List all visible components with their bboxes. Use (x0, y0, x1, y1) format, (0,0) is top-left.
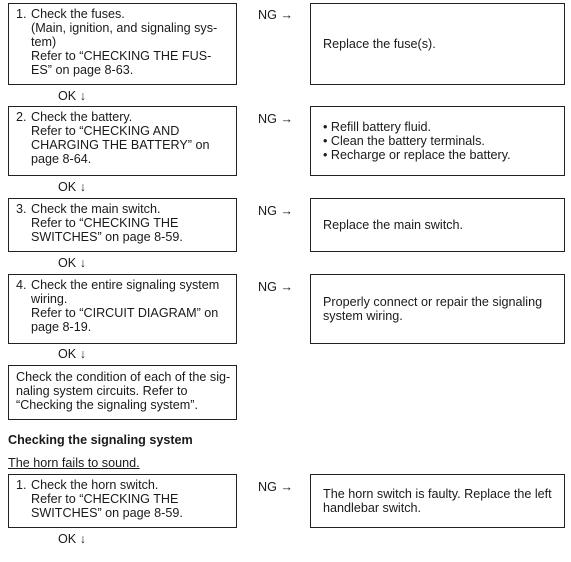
step-line: Check the entire signaling system (31, 278, 220, 292)
action-line: Replace the fuse(s). (323, 37, 436, 51)
action-box-3 (310, 198, 565, 252)
section-title: Checking the signaling system (8, 433, 193, 447)
action-line: The horn switch is faulty. Replace the left (323, 487, 552, 501)
action-box-4 (310, 274, 565, 344)
step-line: ES” on page 8-63. (31, 63, 134, 77)
horn-action-box-1 (310, 474, 565, 528)
ng-label: NG → (258, 8, 293, 22)
horn-step-1-box (8, 474, 237, 528)
action-box-2 (310, 106, 565, 176)
ok-label: OK ↓ (58, 256, 86, 270)
step-number: 2. (16, 110, 27, 124)
ok-label: OK ↓ (58, 89, 86, 103)
step-number: 1. (16, 478, 27, 492)
action-line: system wiring. (323, 309, 403, 323)
step-line: Refer to “CHECKING THE (31, 492, 179, 506)
action-line: handlebar switch. (323, 501, 422, 515)
step-line: Check the main switch. (31, 202, 161, 216)
final-line: naling system circuits. Refer to (16, 384, 188, 398)
action-line: • Recharge or replace the battery. (323, 148, 511, 162)
action-line: Replace the main switch. (323, 218, 463, 232)
step-3-box (8, 198, 237, 252)
step-line: page 8-19. (31, 320, 92, 334)
step-line: Refer to “CHECKING AND (31, 124, 180, 138)
ng-label: NG → (258, 280, 293, 294)
action-line: • Clean the battery terminals. (323, 134, 485, 148)
final-check-box (8, 365, 237, 420)
step-line: Check the fuses. (31, 7, 125, 21)
step-line: wiring. (31, 292, 68, 306)
step-line: (Main, ignition, and signaling sys- (31, 21, 218, 35)
step-number: 4. (16, 278, 27, 292)
action-line: • Refill battery fluid. (323, 120, 432, 134)
ok-label: OK ↓ (58, 180, 86, 194)
step-2-box (8, 106, 237, 176)
final-line: Check the condition of each of the sig- (16, 370, 231, 384)
subsection-title: The horn fails to sound. (8, 456, 140, 470)
ok-label: OK ↓ (58, 347, 86, 361)
step-line: SWITCHES” on page 8-59. (31, 506, 183, 520)
step-line: Check the horn switch. (31, 478, 159, 492)
step-4-box (8, 274, 237, 344)
step-line: Check the battery. (31, 110, 133, 124)
action-box-1 (310, 3, 565, 85)
step-line: SWITCHES” on page 8-59. (31, 230, 183, 244)
ng-label: NG → (258, 480, 293, 494)
step-1-box (8, 3, 237, 85)
step-number: 3. (16, 202, 27, 216)
step-line: CHARGING THE BATTERY” on (31, 138, 210, 152)
final-line: “Checking the signaling system”. (16, 398, 198, 412)
step-line: tem) (31, 35, 57, 49)
ok-label: OK ↓ (58, 532, 86, 546)
ng-label: NG → (258, 204, 293, 218)
step-line: Refer to “CHECKING THE FUS- (31, 49, 212, 63)
ng-label: NG → (258, 112, 293, 126)
action-line: Properly connect or repair the signaling (323, 295, 543, 309)
step-line: Refer to “CHECKING THE (31, 216, 179, 230)
step-number: 1. (16, 7, 27, 21)
step-line: page 8-64. (31, 152, 92, 166)
step-line: Refer to “CIRCUIT DIAGRAM” on (31, 306, 219, 320)
